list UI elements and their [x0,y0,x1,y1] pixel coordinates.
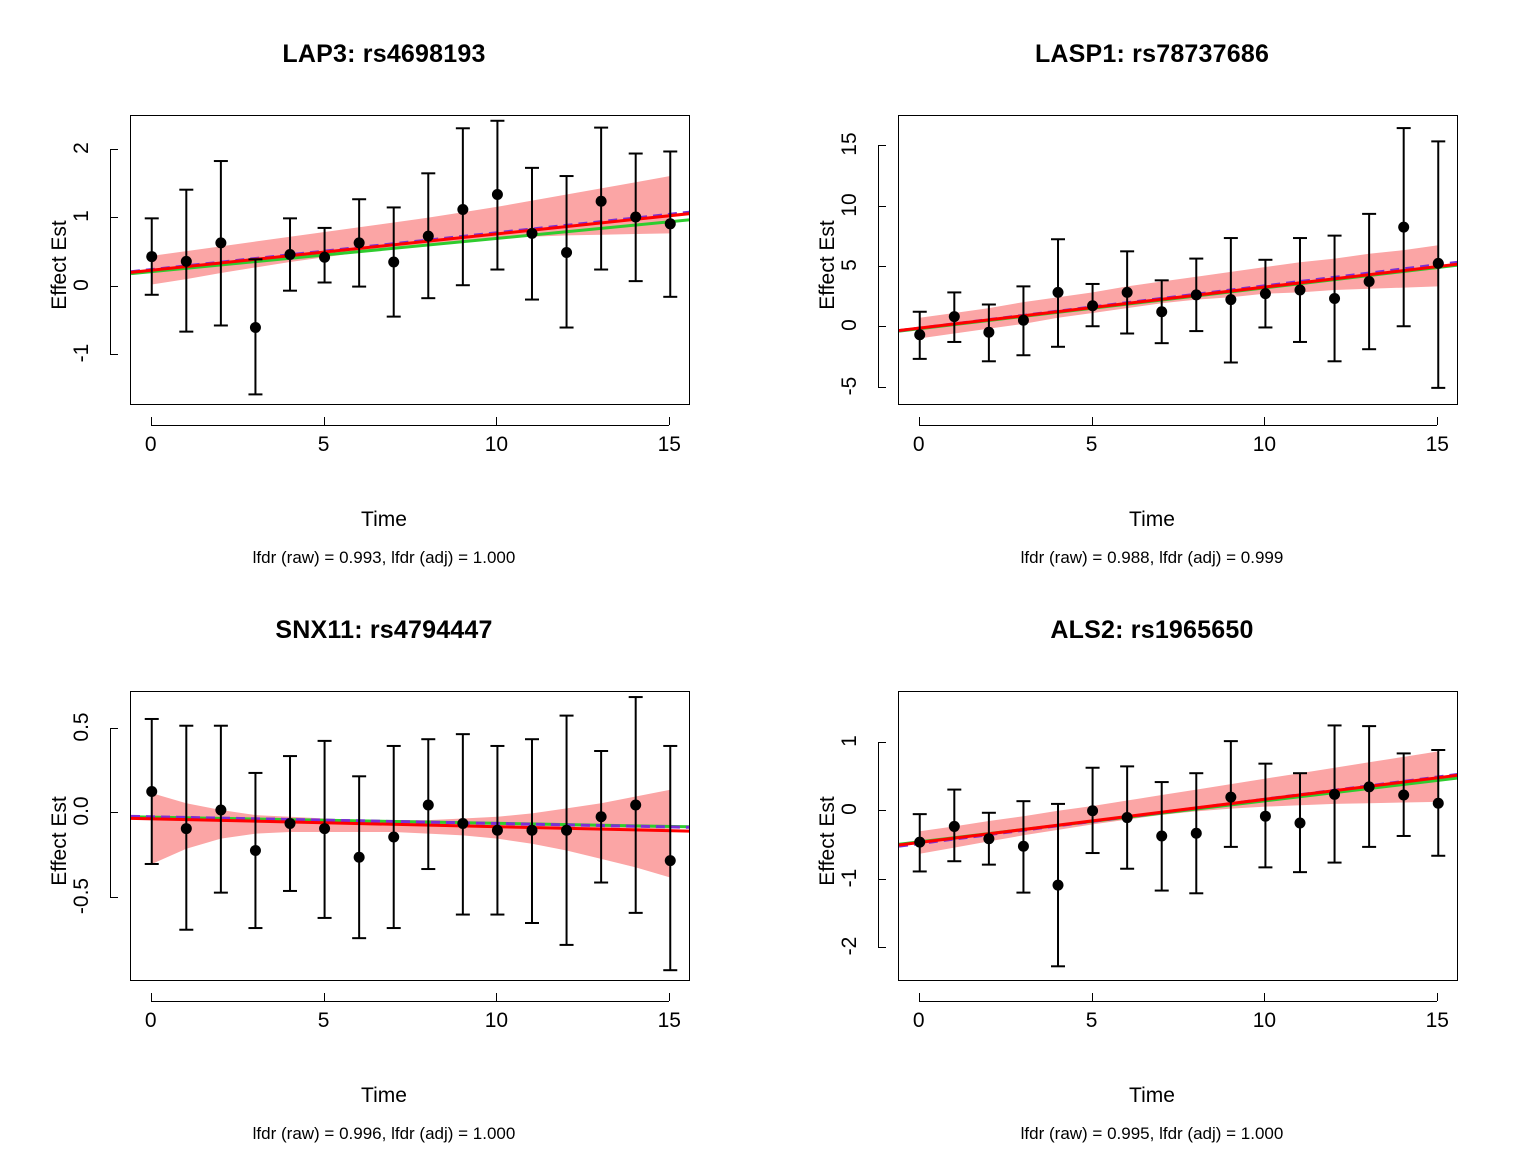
panel-title: ALS2: rs1965650 [1050,616,1254,644]
x-tick-mark [1092,993,1093,1001]
plot-area [130,691,690,981]
x-axis-label: Time [361,1084,407,1107]
x-tick-label: 0 [912,433,925,456]
x-tick-mark [324,993,325,1001]
panel-caption: lfdr (raw) = 0.988, lfdr (adj) = 0.999 [1020,548,1284,567]
x-axis-line [151,425,670,426]
y-tick-label: 15 [838,132,861,156]
error-bars [913,725,1446,966]
y-tick-mark [878,879,886,880]
panel-title: LASP1: rs78737686 [1034,40,1270,68]
x-tick-label: 15 [1425,1009,1449,1032]
panel-caption: lfdr (raw) = 0.995, lfdr (adj) = 1.000 [1020,1124,1284,1143]
panel-snx11 [0,576,768,1152]
panel-caption: lfdr (raw) = 0.993, lfdr (adj) = 1.000 [252,548,516,567]
y-tick-label: -0.5 [70,877,93,914]
x-tick-label: 0 [912,1009,925,1032]
x-tick-mark [496,417,497,425]
x-axis-label: Time [361,508,407,531]
x-tick-mark [1264,417,1265,425]
y-tick-mark [110,728,118,729]
confidence-band [920,245,1439,338]
x-tick-mark [919,993,920,1001]
y-tick-label: 5 [838,259,861,271]
x-tick-label: 15 [1425,433,1449,456]
y-tick-mark [878,810,886,811]
x-tick-label: 10 [1252,433,1277,456]
y-tick-mark [110,812,118,813]
x-tick-label: 5 [1085,1009,1098,1032]
x-tick-label: 15 [657,1009,681,1032]
x-tick-mark [324,417,325,425]
x-tick-label: 10 [484,1009,509,1032]
y-tick-label: 0.5 [70,712,93,742]
y-tick-label: -1 [838,868,861,887]
y-tick-mark [110,897,118,898]
x-tick-mark [669,417,670,425]
y-tick-label: -2 [838,936,861,956]
y-tick-label: 0 [70,278,93,291]
x-axis-label: Time [1129,508,1175,531]
x-axis-line [151,1001,670,1002]
y-tick-label: 10 [838,192,861,217]
x-tick-label: 5 [317,1009,330,1032]
x-tick-mark [669,993,670,1001]
y-tick-label: 0 [838,319,861,332]
y-tick-mark [878,266,886,267]
x-tick-mark [151,417,152,425]
y-tick-label: -5 [838,376,861,396]
panel-caption: lfdr (raw) = 0.996, lfdr (adj) = 1.000 [252,1124,516,1143]
x-tick-mark [1437,993,1438,1001]
y-tick-label: -1 [70,343,93,363]
x-tick-label: 10 [484,433,509,456]
x-axis-line [919,1001,1438,1002]
x-tick-label: 5 [1085,433,1098,456]
y-tick-mark [878,326,886,327]
y-tick-mark [878,742,886,743]
x-tick-mark [151,993,152,1001]
y-tick-mark [878,947,886,948]
x-tick-label: 15 [657,433,681,456]
y-axis-label: Effect Est [816,796,839,886]
y-tick-mark [110,149,118,150]
panel-lasp1 [768,0,1536,576]
y-axis-label: Effect Est [48,220,71,310]
y-tick-label: 0.0 [70,796,93,826]
y-axis-line [110,149,111,354]
x-tick-label: 0 [144,433,157,456]
panel-title: SNX11: rs4794447 [275,616,493,644]
panel-lap3 [0,0,768,576]
panel-title: LAP3: rs4698193 [282,40,486,68]
x-tick-label: 0 [144,1009,157,1032]
plot-area [130,115,690,405]
confidence-band [152,790,671,878]
y-tick-label: 2 [70,142,93,154]
x-tick-mark [1264,993,1265,1001]
y-axis-label: Effect Est [816,220,839,310]
y-tick-mark [110,286,118,287]
x-tick-mark [919,417,920,425]
x-axis-line [919,425,1438,426]
y-tick-label: 1 [838,735,861,748]
x-tick-mark [1437,417,1438,425]
x-tick-label: 10 [1252,1009,1277,1032]
y-tick-label: 1 [70,210,93,223]
y-tick-label: 0 [838,803,861,816]
y-axis-label: Effect Est [48,796,71,886]
y-tick-mark [878,387,886,388]
y-tick-mark [110,354,118,355]
confidence-band [920,751,1439,853]
x-tick-mark [496,993,497,1001]
x-tick-label: 5 [317,433,330,456]
y-axis-line [878,742,879,947]
y-tick-mark [110,217,118,218]
y-tick-mark [878,145,886,146]
x-axis-label: Time [1129,1084,1175,1107]
plot-area [898,691,1458,981]
x-tick-mark [1092,417,1093,425]
panel-als2 [768,576,1536,1152]
plot-area [898,115,1458,405]
y-tick-mark [878,206,886,207]
